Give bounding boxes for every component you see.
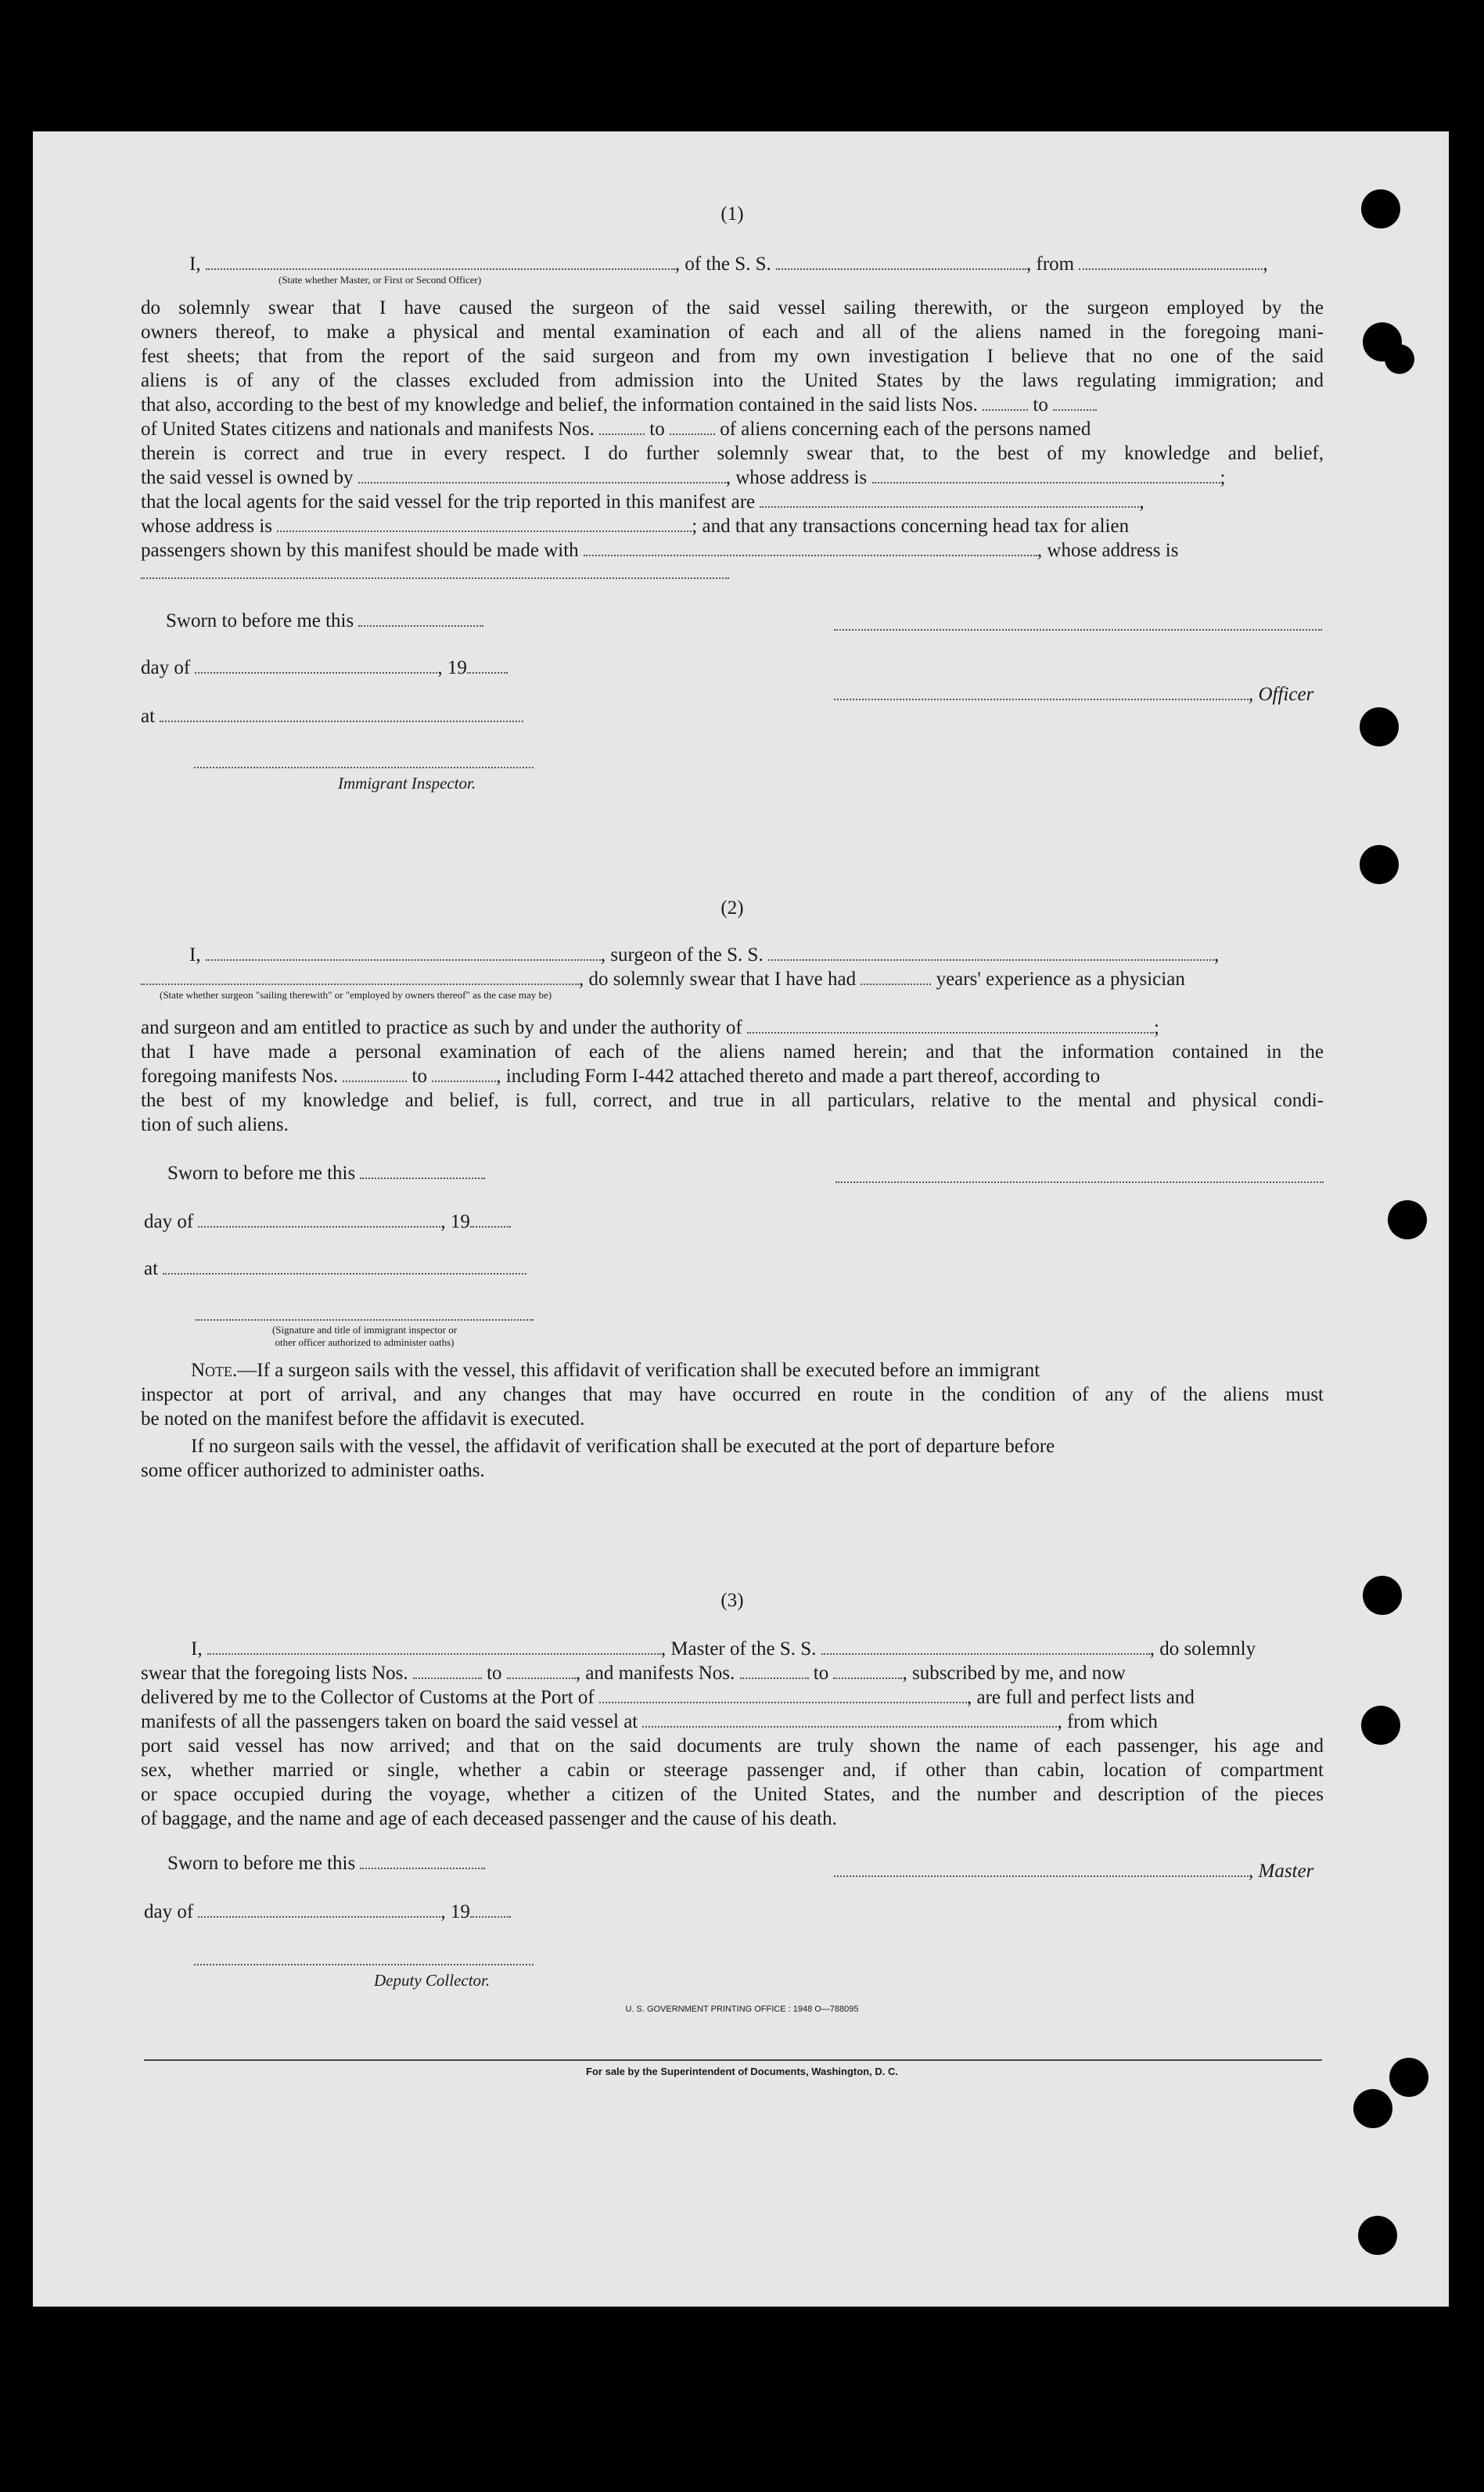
sec1-line-1: I, , of the S. S. , from ,	[189, 254, 1268, 275]
sec1-line-4: fest sheets; that from the report of the said surgeon and from my own investigation I believe that no one of the said	[141, 346, 1324, 367]
sec3-master: , Master	[834, 1859, 1313, 1883]
head-tax-blank[interactable]	[584, 555, 1037, 556]
from-port-blank[interactable]	[1079, 268, 1263, 270]
sec1-line-8: therein is correct and true in every respect. I do further solemnly swear that, to the best of my knowledge and belief,	[141, 443, 1324, 464]
surgeon-status-blank[interactable]	[141, 983, 579, 985]
punch-hole	[1361, 1706, 1400, 1745]
sec3-lists-from-blank[interactable]	[413, 1678, 482, 1679]
sec1-date: day of , 19	[141, 656, 508, 680]
sec2-at-blank[interactable]	[163, 1273, 526, 1275]
sec2-manifests-from-blank[interactable]	[343, 1081, 407, 1082]
sec1-sworn-blank[interactable]	[358, 625, 483, 627]
sec1-line-11: whose address is ; and that any transactions concerning head tax for alien	[141, 516, 1130, 537]
sec3-year-blank[interactable]	[470, 1916, 511, 1918]
officer-signature-blank[interactable]	[834, 699, 1249, 700]
punch-hole	[1385, 344, 1414, 374]
authority-blank[interactable]	[747, 1032, 1154, 1034]
sec3-sworn-blank[interactable]	[360, 1868, 485, 1869]
sec3-date: day of , 19	[144, 1900, 511, 1924]
note-line-3: be noted on the manifest before the affidavit is executed.	[141, 1408, 585, 1429]
sec2-signature-line[interactable]	[835, 1181, 1324, 1183]
note-line-2: inspector at port of arrival, and any changes that may have occurred en route in the condition of any of the aliens must	[141, 1384, 1324, 1405]
sec3-sworn: Sworn to before me this	[167, 1851, 485, 1875]
punch-hole	[1358, 2216, 1397, 2255]
punch-hole	[1361, 189, 1400, 228]
sec2-manifests-to-blank[interactable]	[432, 1081, 496, 1082]
sec3-lists-to-blank[interactable]	[507, 1678, 576, 1679]
sig-caption-1: (Signature and title of immigrant inspector or	[271, 1324, 458, 1336]
sec1-line-12: passengers shown by this manifest should be made with , whose address is	[141, 540, 1179, 561]
sec1-at-blank[interactable]	[160, 721, 523, 722]
sec2-at: at	[144, 1257, 526, 1281]
punch-hole	[1353, 2089, 1392, 2128]
section-1-heading: (1)	[720, 203, 744, 225]
sec2-line-6: the best of my knowledge and belief, is full, correct, and true in all particulars, relative to the mental and physical condi-	[141, 1090, 1324, 1111]
section-2-heading: (2)	[720, 897, 744, 919]
vessel-name-blank[interactable]	[776, 268, 1026, 270]
sec2-line-1: I, , surgeon of the S. S. ,	[189, 944, 1220, 966]
agents-address-blank[interactable]	[277, 530, 692, 532]
sec2-year-blank[interactable]	[470, 1226, 511, 1228]
agents-blank[interactable]	[760, 506, 1139, 508]
sec1-sworn: Sworn to before me this	[166, 609, 483, 633]
sec1-year-blank[interactable]	[467, 672, 508, 674]
sec2-line-3: and surgeon and am entitled to practice as such by and under the authority of ;	[141, 1017, 1159, 1038]
owner-blank[interactable]	[358, 482, 726, 484]
sec3-vessel-blank[interactable]	[821, 1653, 1150, 1655]
manifests-from-blank[interactable]	[599, 433, 645, 435]
sec2-inspector-signature-line[interactable]	[196, 1319, 534, 1321]
deputy-caption: Deputy Collector.	[374, 1971, 490, 1990]
owner-address-blank[interactable]	[872, 482, 1220, 484]
sec1-line-7: of United States citizens and nationals and manifests Nos. to of aliens concerning each of the persons named	[141, 419, 1091, 440]
sec1-day-blank[interactable]	[195, 672, 437, 674]
punch-hole	[1360, 845, 1399, 884]
surgeon-status-caption: (State whether surgeon "sailing therewith" or "employed by owners thereof" as the case may be)	[160, 989, 552, 1001]
sec1-officer: , Officer	[834, 682, 1313, 707]
inspector-signature-line[interactable]	[194, 767, 534, 768]
sec2-line-7: tion of such aliens.	[141, 1114, 289, 1135]
note-line-4: If no surgeon sails with the vessel, the affidavit of verification shall be executed at the port of departure before	[191, 1436, 1055, 1457]
punch-hole	[1360, 707, 1399, 746]
punch-hole	[1389, 2058, 1428, 2097]
sec1-line-5: aliens is of any of the classes excluded from admission into the United States by the laws regulating immigration; and	[141, 370, 1324, 391]
sec3-manifests-from-blank[interactable]	[740, 1678, 809, 1679]
deputy-signature-line[interactable]	[194, 1964, 534, 1965]
sec1-at: at	[141, 704, 523, 728]
sec3-line-4: manifests of all the passengers taken on board the said vessel at , from which	[141, 1711, 1158, 1732]
sec1-line-3: owners thereof, to make a physical and mental examination of each and all of the aliens named in the foregoing mani-	[141, 322, 1324, 343]
years-blank[interactable]	[861, 983, 931, 985]
master-signature-blank[interactable]	[834, 1875, 1249, 1877]
inspector-caption: Immigrant Inspector.	[338, 774, 476, 793]
sec3-line-1: I, , Master of the S. S. , do solemnly	[191, 1638, 1256, 1660]
note-line-1: Note.—If a surgeon sails with the vessel, this affidavit of verification shall be executed before an immigrant	[191, 1360, 1040, 1381]
punch-hole	[1388, 1200, 1427, 1239]
master-name-blank[interactable]	[207, 1653, 661, 1655]
sec1-line-10: that the local agents for the said vessel for the trip reported in this manifest are ,	[141, 491, 1144, 512]
sec3-line-3: delivered by me to the Collector of Customs at the Port of , are full and perfect lists and	[141, 1687, 1195, 1708]
sec1-line-2: do solemnly swear that I have caused the surgeon of the said vessel sailing therewith, or the surgeon employed by the	[141, 297, 1324, 318]
section-3-heading: (3)	[720, 1590, 744, 1611]
sec2-line-4: that I have made a personal examination of each of the aliens named herein; and that the information contained in the	[141, 1041, 1324, 1063]
gpo-imprint: U. S. GOVERNMENT PRINTING OFFICE : 1948 O—788095	[625, 2005, 859, 2014]
sec3-line-8: of baggage, and the name and age of each deceased passenger and the cause of his death.	[141, 1808, 837, 1829]
head-tax-address-blank[interactable]	[141, 577, 729, 579]
sec1-line-9: the said vessel is owned by , whose address is ;	[141, 467, 1226, 488]
sec3-line-7: or space occupied during the voyage, whether a citizen of the United States, and the number and description of the pieces	[141, 1784, 1324, 1805]
officer-rank-blank[interactable]	[206, 268, 675, 270]
sec1-signature-line[interactable]	[834, 629, 1322, 631]
sec2-day-blank[interactable]	[198, 1226, 440, 1228]
lists-to-blank[interactable]	[1053, 409, 1097, 411]
rank-caption: (State whether Master, or First or Second Officer)	[278, 274, 482, 286]
sec3-line-6: sex, whether married or single, whether a cabin or steerage passenger and, if other than cabin, location of compartment	[141, 1760, 1324, 1781]
sale-notice: For sale by the Superintendent of Documents, Washington, D. C.	[586, 2066, 898, 2077]
sec2-sworn-blank[interactable]	[360, 1178, 485, 1179]
sec2-line-2: , do solemnly swear that I have had years' experience as a physician	[141, 967, 1324, 991]
manifests-to-blank[interactable]	[670, 433, 715, 435]
sec3-day-blank[interactable]	[198, 1916, 440, 1918]
punch-hole	[1363, 1576, 1402, 1615]
note-label: Note.	[191, 1360, 238, 1381]
sec2-sworn: Sworn to before me this	[167, 1161, 485, 1185]
note-line-5: some officer authorized to administer oaths.	[141, 1460, 485, 1481]
sig-caption-2: other officer authorized to administer oaths)	[275, 1336, 455, 1348]
lists-from-blank[interactable]	[983, 409, 1028, 411]
sec3-line-2: swear that the foregoing lists Nos. to , and manifests Nos. to , subscribed by me, and now	[141, 1663, 1126, 1684]
departure-port-blank[interactable]	[642, 1726, 1057, 1728]
sec2-line-5: foregoing manifests Nos. to , including Form I-442 attached thereto and made a part thereof, according to	[141, 1066, 1101, 1087]
sec2-date: day of , 19	[144, 1210, 511, 1234]
sec2-vessel-blank[interactable]	[768, 959, 1214, 961]
sec1-line-6: that also, according to the best of my knowledge and belief, the information contained in the said lists Nos. to	[141, 393, 1324, 417]
surgeon-name-blank[interactable]	[206, 959, 601, 961]
sec3-line-5: port said vessel has now arrived; and that on the said documents are truly shown the name of each passenger, his age and	[141, 1735, 1324, 1757]
sec3-manifests-to-blank[interactable]	[833, 1678, 902, 1679]
port-blank[interactable]	[599, 1702, 967, 1703]
footer-rule	[144, 2059, 1322, 2061]
